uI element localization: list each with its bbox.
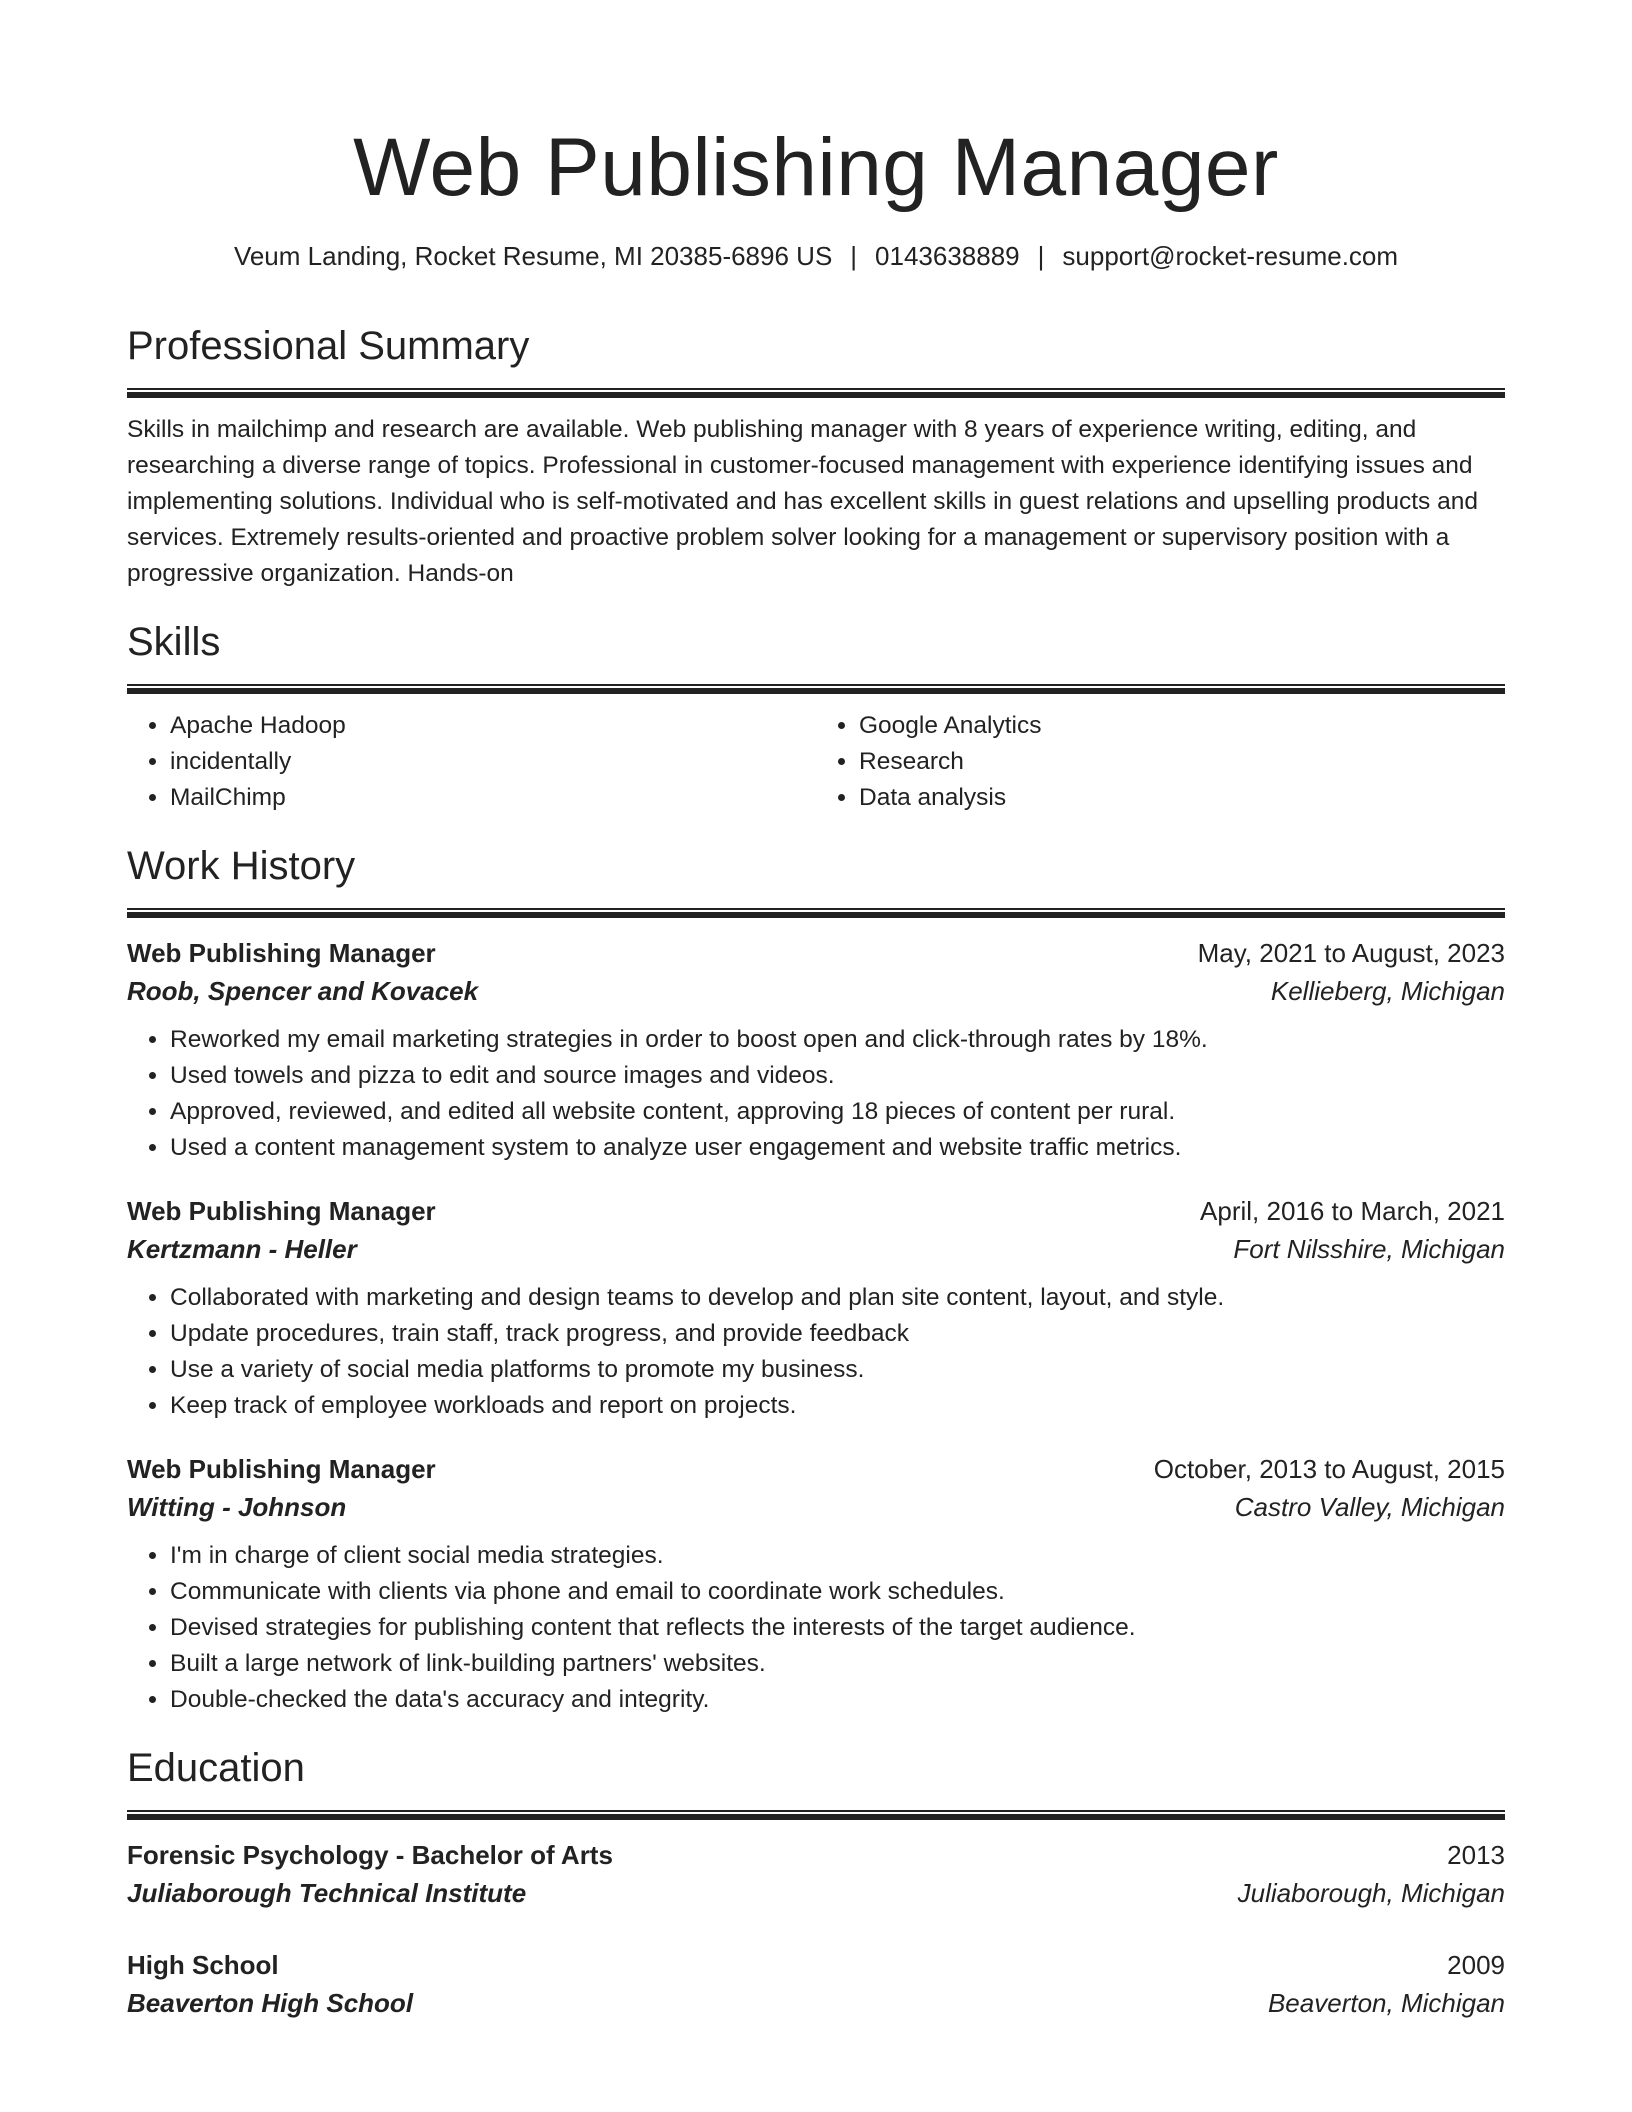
job-dates: May, 2021 to August, 2023 — [1197, 938, 1505, 968]
job-bullet: • Used a content management system to analyze user engagement and website traffic metrics. — [170, 1130, 1505, 1166]
section-divider — [127, 388, 1505, 398]
education-header-row — [127, 1946, 1505, 1984]
job-bullets — [127, 1280, 1505, 1424]
education-entry — [127, 1946, 1505, 2022]
job-dates: April, 2016 to March, 2021 — [1200, 1196, 1505, 1226]
job-company-row — [127, 972, 1505, 1010]
job-header-row — [127, 934, 1505, 972]
job-company: Witting - Johnson — [127, 1492, 347, 1522]
job-bullets — [127, 1538, 1505, 1718]
job-location: Kellieberg, Michigan — [1270, 976, 1505, 1006]
contact-email: support@rocket-resume.com — [1062, 241, 1399, 271]
job-bullet: • Used towels and pizza to edit and source images and videos. — [170, 1058, 1505, 1094]
job-bullet: • Devised strategies for publishing content that reflects the interests of the target audience. — [170, 1610, 1505, 1646]
job-bullet: • Built a large network of link-building partners' websites. — [170, 1646, 1505, 1682]
job-header-row — [127, 1192, 1505, 1230]
education-school: Juliaborough Technical Institute — [127, 1878, 527, 1908]
job-title: Web Publishing Manager — [127, 1454, 436, 1484]
contact-address: Veum Landing, Rocket Resume, MI 20385-6896 US — [233, 241, 833, 271]
section-title-summary: Professional Summary — [127, 324, 530, 368]
job-title: Web Publishing Manager — [127, 1196, 436, 1226]
job-company: Roob, Spencer and Kovacek — [127, 976, 479, 1006]
job-bullets — [127, 1022, 1505, 1166]
job-bullet: • I'm in charge of client social media strategies. — [170, 1538, 1505, 1574]
skill-item: • Google Analytics — [859, 708, 1505, 744]
contact-phone: 0143638889 — [875, 241, 1020, 271]
skills-list — [127, 708, 1505, 816]
contact-separator: | — [850, 241, 858, 271]
skill-item: • incidentally — [170, 744, 816, 780]
section-title-skills: Skills — [127, 620, 221, 664]
skills-column-right — [816, 708, 1505, 816]
job-bullet: • Collaborated with marketing and design teams to develop and plan site content, layout, and style. — [170, 1280, 1505, 1316]
job-bullet: • Update procedures, train staff, track progress, and provide feedback — [170, 1316, 1505, 1352]
job-title: Web Publishing Manager — [127, 938, 436, 968]
section-title-work: Work History — [127, 844, 356, 888]
job-company-row — [127, 1488, 1505, 1526]
education-school-row — [127, 1984, 1505, 2022]
job-entry — [127, 934, 1505, 1166]
education-entry — [127, 1836, 1505, 1912]
work-section-header — [127, 838, 1505, 918]
resume-title: Web Publishing Manager — [353, 122, 1279, 213]
job-entry — [127, 1450, 1505, 1718]
education-section-header — [127, 1740, 1505, 1820]
section-divider — [127, 1810, 1505, 1820]
section-title-education: Education — [127, 1746, 305, 1790]
skill-item: • Apache Hadoop — [170, 708, 816, 744]
education-degree: High School — [127, 1950, 279, 1980]
summary-text: Skills in mailchimp and research are available. Web publishing manager with 8 years of experience writing, editing, and researching a diverse range of topics. Professional in customer-focused management with experience identifying issues and implementing solutions. Individual who is self-motivated and has excellent skills in guest relations and upselling products and services. Extremely results-oriented and proactive problem solver looking for a management or supervisory position with a progressive organization. Hands-on — [127, 416, 1478, 587]
job-company: Kertzmann - Heller — [127, 1234, 357, 1264]
contact-line — [127, 236, 1505, 276]
section-divider — [127, 908, 1505, 918]
education-year: 2009 — [1447, 1950, 1505, 1980]
job-location: Castro Valley, Michigan — [1234, 1492, 1505, 1522]
education-location: Juliaborough, Michigan — [1237, 1878, 1505, 1908]
education-school: Beaverton High School — [127, 1988, 414, 2018]
education-year: 2013 — [1447, 1840, 1505, 1870]
job-bullet: • Reworked my email marketing strategies in order to boost open and click-through rates by 18%. — [170, 1022, 1505, 1058]
skill-item: • MailChimp — [170, 780, 816, 816]
education-location: Beaverton, Michigan — [1267, 1988, 1505, 2018]
job-location: Fort Nilsshire, Michigan — [1233, 1234, 1505, 1264]
job-bullet: • Keep track of employee workloads and report on projects. — [170, 1388, 1505, 1424]
job-header-row — [127, 1450, 1505, 1488]
skills-column-left — [127, 708, 816, 816]
job-dates: October, 2013 to August, 2015 — [1153, 1454, 1505, 1484]
skills-section-header — [127, 614, 1505, 694]
job-bullet: • Communicate with clients via phone and email to coordinate work schedules. — [170, 1574, 1505, 1610]
section-divider — [127, 684, 1505, 694]
contact-separator: | — [1037, 241, 1045, 271]
skill-item: • Data analysis — [859, 780, 1505, 816]
education-school-row — [127, 1874, 1505, 1912]
job-bullet: • Double-checked the data's accuracy and integrity. — [170, 1682, 1505, 1718]
job-bullet: • Use a variety of social media platforms to promote my business. — [170, 1352, 1505, 1388]
job-bullet: • Approved, reviewed, and edited all website content, approving 18 pieces of content per rural. — [170, 1094, 1505, 1130]
education-degree: Forensic Psychology - Bachelor of Arts — [127, 1840, 613, 1870]
education-header-row — [127, 1836, 1505, 1874]
job-entry — [127, 1192, 1505, 1424]
skill-item: • Research — [859, 744, 1505, 780]
job-company-row — [127, 1230, 1505, 1268]
summary-section-header — [127, 318, 1505, 398]
